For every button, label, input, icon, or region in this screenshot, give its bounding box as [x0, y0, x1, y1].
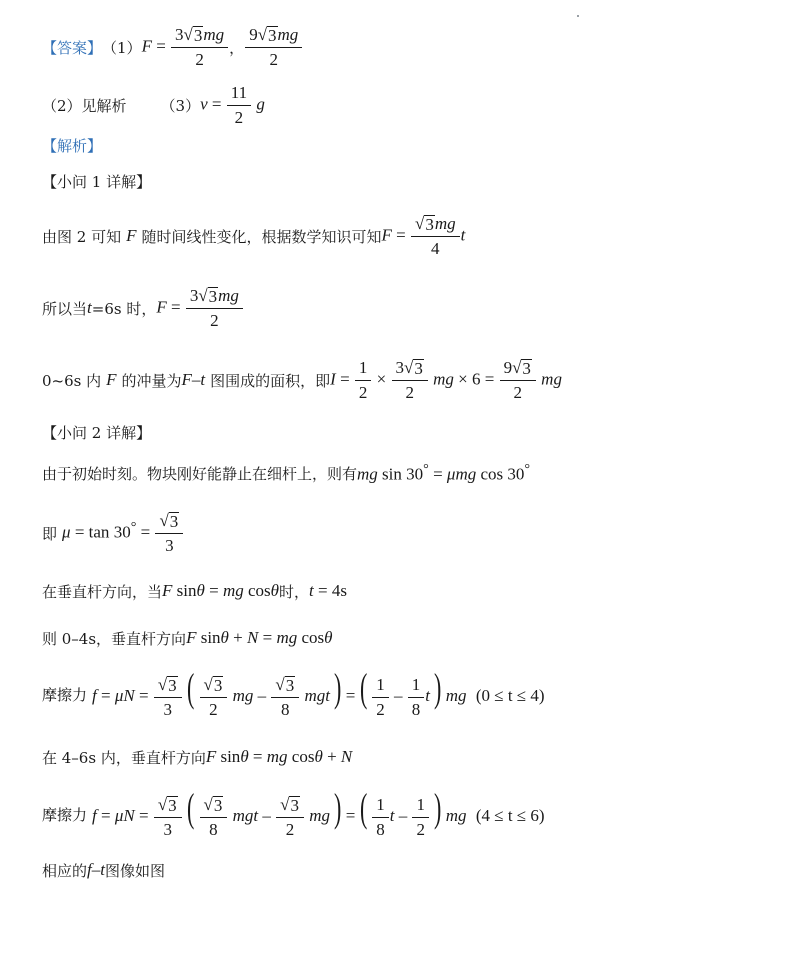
- q1-formula-2: F = 3 √ 3 mg 2: [156, 286, 244, 331]
- denominator: 2: [171, 47, 228, 70]
- q2-heading: 【小问 2 详解】: [42, 423, 152, 442]
- q2-line-1: 由于初始时刻。物块刚好能静止在细杆上，则有 mg sin 30° = μmg cos 30°: [42, 461, 531, 484]
- q2-line-3: 在垂直杆方向，当 F sinθ = mg cosθ 时， t = 4s: [42, 581, 347, 601]
- q1-line-3: 0~6s 内 F 的冲量为 F–t 图围成的面积，即 I = $\frac{1}{2}$ × 3 √ 3 2 mg × 6 = 9 √ 3 2 mg: [42, 357, 562, 402]
- q2-line-4: 则 0–4s，垂直杆方向 F sinθ + N = mg cosθ: [42, 628, 333, 648]
- q1-line-1: 由图 2 可知 F 随时间线性变化，根据数学知识可知 F = √ 3 mg 4 t: [42, 213, 466, 258]
- eq-sign: =: [156, 35, 166, 55]
- mg: mg: [277, 24, 299, 44]
- fraction: 3 √ 3 mg 2: [188, 286, 241, 331]
- answer-tag: 【答案】: [42, 38, 103, 57]
- answer-formula-3: v = $\frac{11}{2}$ g: [200, 82, 265, 127]
- mg: mg: [203, 24, 225, 44]
- corner-speck: [577, 15, 579, 17]
- q2-line-2: 即 μ = tan 30° = √ 3 3: [42, 508, 184, 558]
- q2-formula-4: F sinθ + N = mg cosθ: [186, 628, 333, 647]
- answer-line-1: [42, 22, 303, 72]
- q2-line-7: 摩擦力 f = μN = √ 3 3 ( √ 3 8 mgt – √ 3 2 mg ) = ( $\frac{1}{8}$ t – $\frac{1}{2}$ ) mg (4 ≤ t ≤ 6): [42, 785, 545, 839]
- coef: 3: [175, 24, 184, 44]
- q2-formula-1: mg sin 30° = μmg cos 30°: [357, 461, 531, 484]
- q2-formula-7: f = μN = √ 3 3 ( √ 3 8 mgt – √ 3 2 mg ) = ( $\frac{1}{8}$ t – $\frac{1}{2}$ ) mg (4 ≤ t ≤ 6): [92, 785, 545, 839]
- sqrt: √ 3: [257, 24, 277, 45]
- q1-heading: 【小问 1 详解】: [42, 172, 152, 191]
- analysis-tag: 【解析】: [42, 136, 103, 155]
- q2-formula-6: F sinθ = mg cosθ + N: [205, 747, 353, 766]
- q2-formula-2: μ = tan 30° = √ 3 3: [62, 511, 184, 556]
- denominator: 2: [245, 47, 302, 70]
- q1-line-2: 所以当 t =6s 时， F = 3 √ 3 mg 2: [42, 283, 244, 333]
- fraction: [247, 25, 300, 70]
- answer-formula-1: [142, 25, 230, 70]
- q1-formula-3: I = $\frac{1}{2}$ × 3 √ 3 2 mg × 6 = 9 √ 3 2 mg: [330, 357, 562, 402]
- q2-formula-5: f = μN = √ 3 3 ( √ 3 2 mg – √ 3 8 mgt ) = ( $\frac{1}{2}$ – $\frac{1}{8}$ t ) mg (0 ≤ t ≤ 4): [92, 665, 545, 719]
- fraction: $\frac{11}{2}$: [229, 83, 249, 128]
- fraction: [173, 25, 226, 70]
- part-3-label: （3）: [160, 96, 201, 115]
- answer-line-2: [42, 82, 265, 128]
- q2-formula-3: F sinθ = mg cosθ: [162, 581, 280, 600]
- var-F: F: [141, 35, 152, 55]
- q2-line-5: 摩擦力 f = μN = √ 3 3 ( √ 3 2 mg – √ 3 8 mgt ) = ( $\frac{1}{2}$ – $\frac{1}{8}$ t ) mg (0 ≤ t ≤ 4): [42, 665, 545, 719]
- sqrt: √ 3: [183, 24, 203, 45]
- q2-last-line: 相应的 f–t 图像如图: [42, 860, 165, 880]
- answer-formula-2: [244, 25, 303, 70]
- part-1-label: （1）: [102, 38, 142, 57]
- separator: ，: [229, 38, 245, 57]
- coef: 9: [249, 24, 258, 44]
- fraction: √ 3 mg 4: [413, 214, 458, 259]
- part-2-label: （2）见解析: [42, 96, 127, 115]
- q1-formula-1: F = √ 3 mg 4 t: [381, 213, 466, 258]
- q2-line-6: 在 4–6s 内，垂直杆方向 F sinθ = mg cosθ + N: [42, 747, 353, 767]
